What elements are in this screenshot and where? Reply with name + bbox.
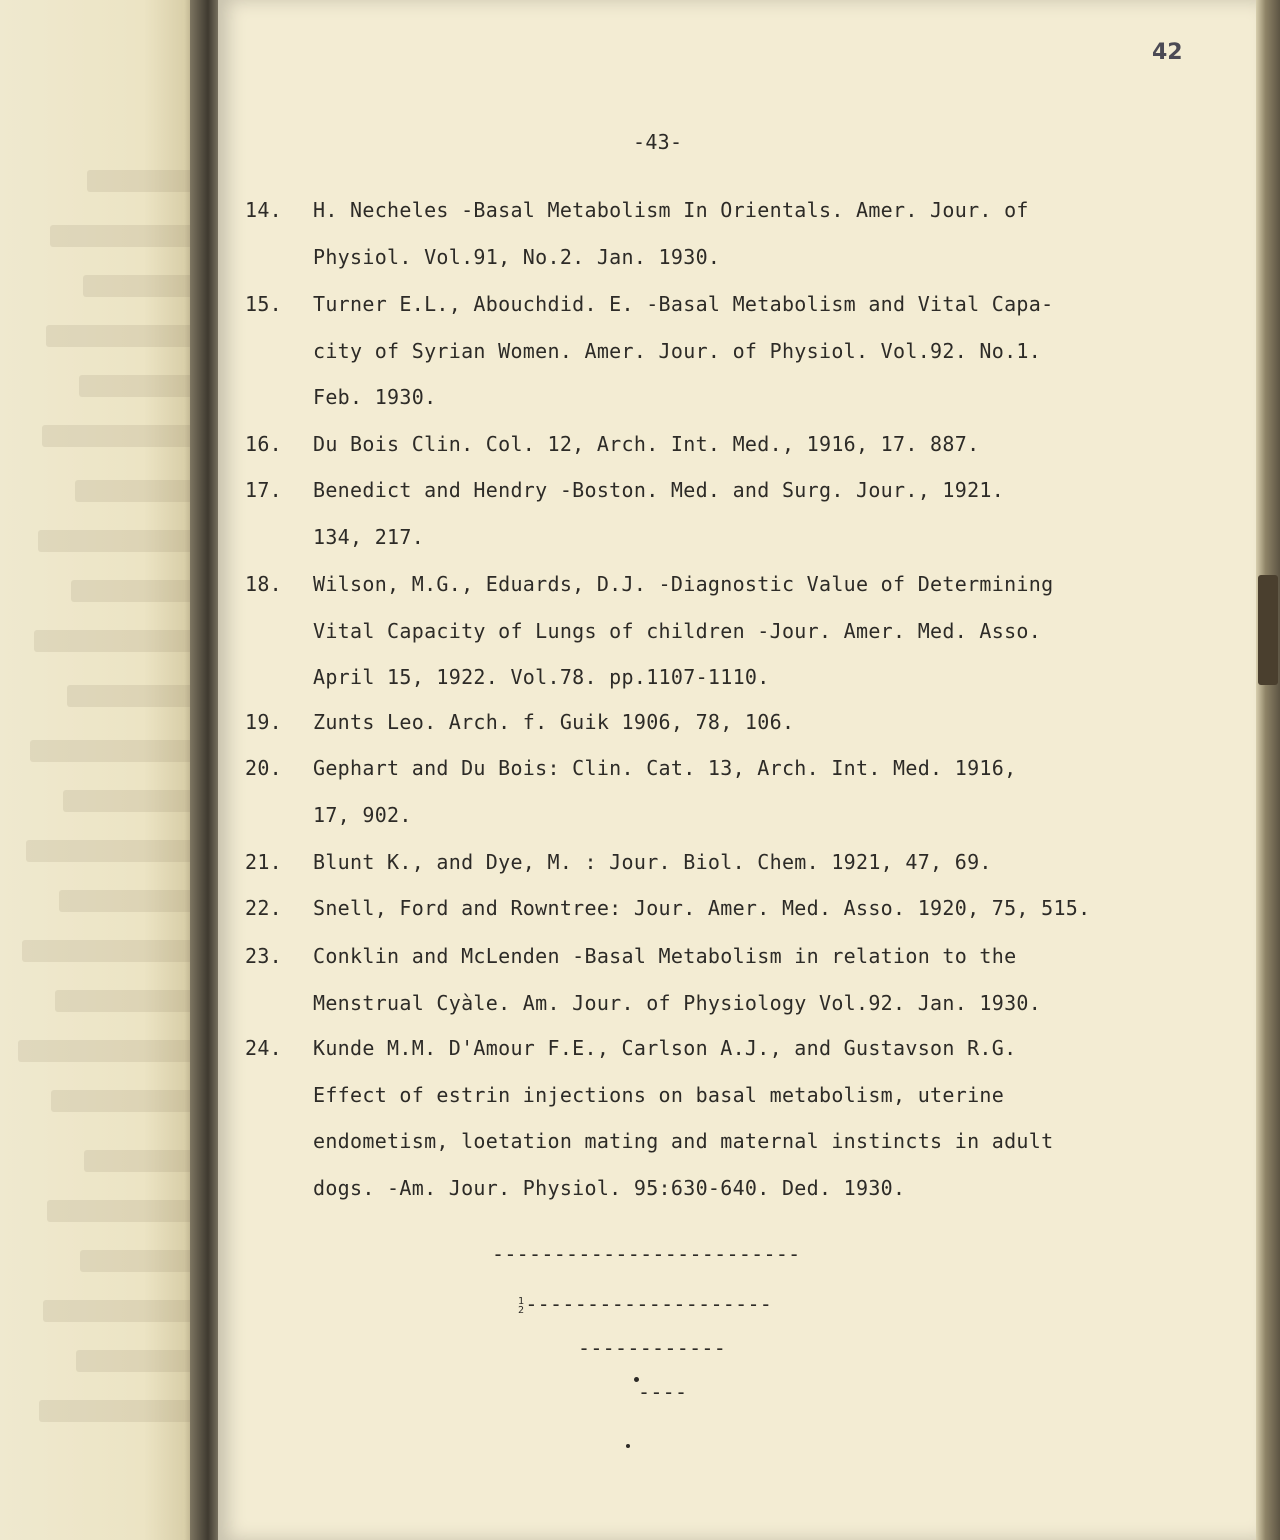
reference-line: endometism, loetation mating and maternal instincts in adult bbox=[313, 1129, 1054, 1153]
bleed-through-mark bbox=[42, 425, 197, 447]
reference-line: Du Bois Clin. Col. 12, Arch. Int. Med., 1916, 17. 887. bbox=[313, 432, 980, 456]
reference-line: Conklin and McLenden -Basal Metabolism in relation to the bbox=[313, 944, 1017, 968]
bleed-through-mark bbox=[67, 685, 197, 707]
reference-line: H. Necheles -Basal Metabolism In Orientals. Amer. Jour. of bbox=[313, 198, 1029, 222]
handwritten-sheet-number: 42 bbox=[1152, 40, 1183, 65]
reference-line: Benedict and Hendry -Boston. Med. and Surg. Jour., 1921. bbox=[313, 478, 1005, 502]
reference-number: 16. bbox=[245, 432, 283, 456]
reference-line: Kunde M.M. D'Amour F.E., Carlson A.J., and Gustavson R.G. bbox=[313, 1036, 1017, 1060]
bleed-through-mark bbox=[39, 1400, 197, 1422]
reference-line: Feb. 1930. bbox=[313, 385, 437, 409]
reference-line: 134, 217. bbox=[313, 525, 425, 549]
reference-line: April 15, 1922. Vol.78. pp.1107-1110. bbox=[313, 665, 770, 689]
ink-dot bbox=[626, 1444, 630, 1448]
reference-number: 22. bbox=[245, 896, 283, 920]
reference-line: Blunt K., and Dye, M. : Jour. Biol. Chem. 1921, 47, 69. bbox=[313, 850, 992, 874]
facing-page bbox=[0, 0, 205, 1540]
reference-line: Turner E.L., Abouchdid. E. -Basal Metabolism and Vital Capa- bbox=[313, 292, 1054, 316]
reference-line: 17, 902. bbox=[313, 803, 412, 827]
bleed-through-mark bbox=[59, 890, 197, 912]
bleed-through-mark bbox=[76, 1350, 197, 1372]
bleed-through-mark bbox=[22, 940, 197, 962]
page-number: -43- bbox=[633, 130, 683, 154]
reference-number: 23. bbox=[245, 944, 283, 968]
bleed-through-mark bbox=[46, 325, 197, 347]
reference-number: 17. bbox=[245, 478, 283, 502]
reference-line: Wilson, M.G., Eduards, D.J. -Diagnostic Value of Determining bbox=[313, 572, 1054, 596]
bleed-through-mark bbox=[30, 740, 197, 762]
binding-tab bbox=[1258, 575, 1278, 685]
page-edge bbox=[1256, 0, 1280, 1540]
closing-rule-1: ------------------------- bbox=[492, 1242, 801, 1266]
reference-line: Menstrual Cyàle. Am. Jour. of Physiology Vol.92. Jan. 1930. bbox=[313, 991, 1042, 1015]
reference-line: Physiol. Vol.91, No.2. Jan. 1930. bbox=[313, 245, 721, 269]
reference-number: 19. bbox=[245, 710, 283, 734]
bleed-through-mark bbox=[80, 1250, 197, 1272]
reference-line: Gephart and Du Bois: Clin. Cat. 13, Arch. Int. Med. 1916, bbox=[313, 756, 1017, 780]
bleed-through-mark bbox=[71, 580, 197, 602]
reference-line: city of Syrian Women. Amer. Jour. of Physiol. Vol.92. No.1. bbox=[313, 339, 1042, 363]
bleed-through-mark bbox=[50, 225, 197, 247]
fraction-half: 1 2 bbox=[518, 1295, 525, 1316]
bleed-through-mark bbox=[51, 1090, 197, 1112]
bleed-through-mark bbox=[26, 840, 197, 862]
bleed-through-mark bbox=[87, 170, 197, 192]
closing-rule-3: ------------ bbox=[578, 1336, 727, 1360]
reference-line: Vital Capacity of Lungs of children -Jour. Amer. Med. Asso. bbox=[313, 619, 1042, 643]
bleed-through-mark bbox=[75, 480, 197, 502]
reference-line: Effect of estrin injections on basal metabolism, uterine bbox=[313, 1083, 1005, 1107]
bleed-through-mark bbox=[83, 275, 197, 297]
bleed-through-mark bbox=[79, 375, 197, 397]
reference-line: Zunts Leo. Arch. f. Guik 1906, 78, 106. bbox=[313, 710, 795, 734]
reference-number: 15. bbox=[245, 292, 283, 316]
reference-line: dogs. -Am. Jour. Physiol. 95:630-640. Ded. 1930. bbox=[313, 1176, 906, 1200]
bleed-through-mark bbox=[38, 530, 197, 552]
reference-number: 20. bbox=[245, 756, 283, 780]
bleed-through-mark bbox=[47, 1200, 197, 1222]
bleed-through-mark bbox=[55, 990, 197, 1012]
closing-rule-2: 1 2-------------------- bbox=[518, 1292, 773, 1316]
bleed-through-mark bbox=[84, 1150, 197, 1172]
bleed-through-mark bbox=[63, 790, 197, 812]
reference-line: Snell, Ford and Rowntree: Jour. Amer. Med. Asso. 1920, 75, 515. bbox=[313, 896, 1091, 920]
bleed-through-mark bbox=[43, 1300, 197, 1322]
reference-number: 24. bbox=[245, 1036, 283, 1060]
reference-number: 18. bbox=[245, 572, 283, 596]
bleed-through-mark bbox=[34, 630, 197, 652]
closing-rule-4: ---- bbox=[638, 1380, 688, 1404]
bleed-through-mark bbox=[18, 1040, 197, 1062]
reference-number: 21. bbox=[245, 850, 283, 874]
reference-number: 14. bbox=[245, 198, 283, 222]
